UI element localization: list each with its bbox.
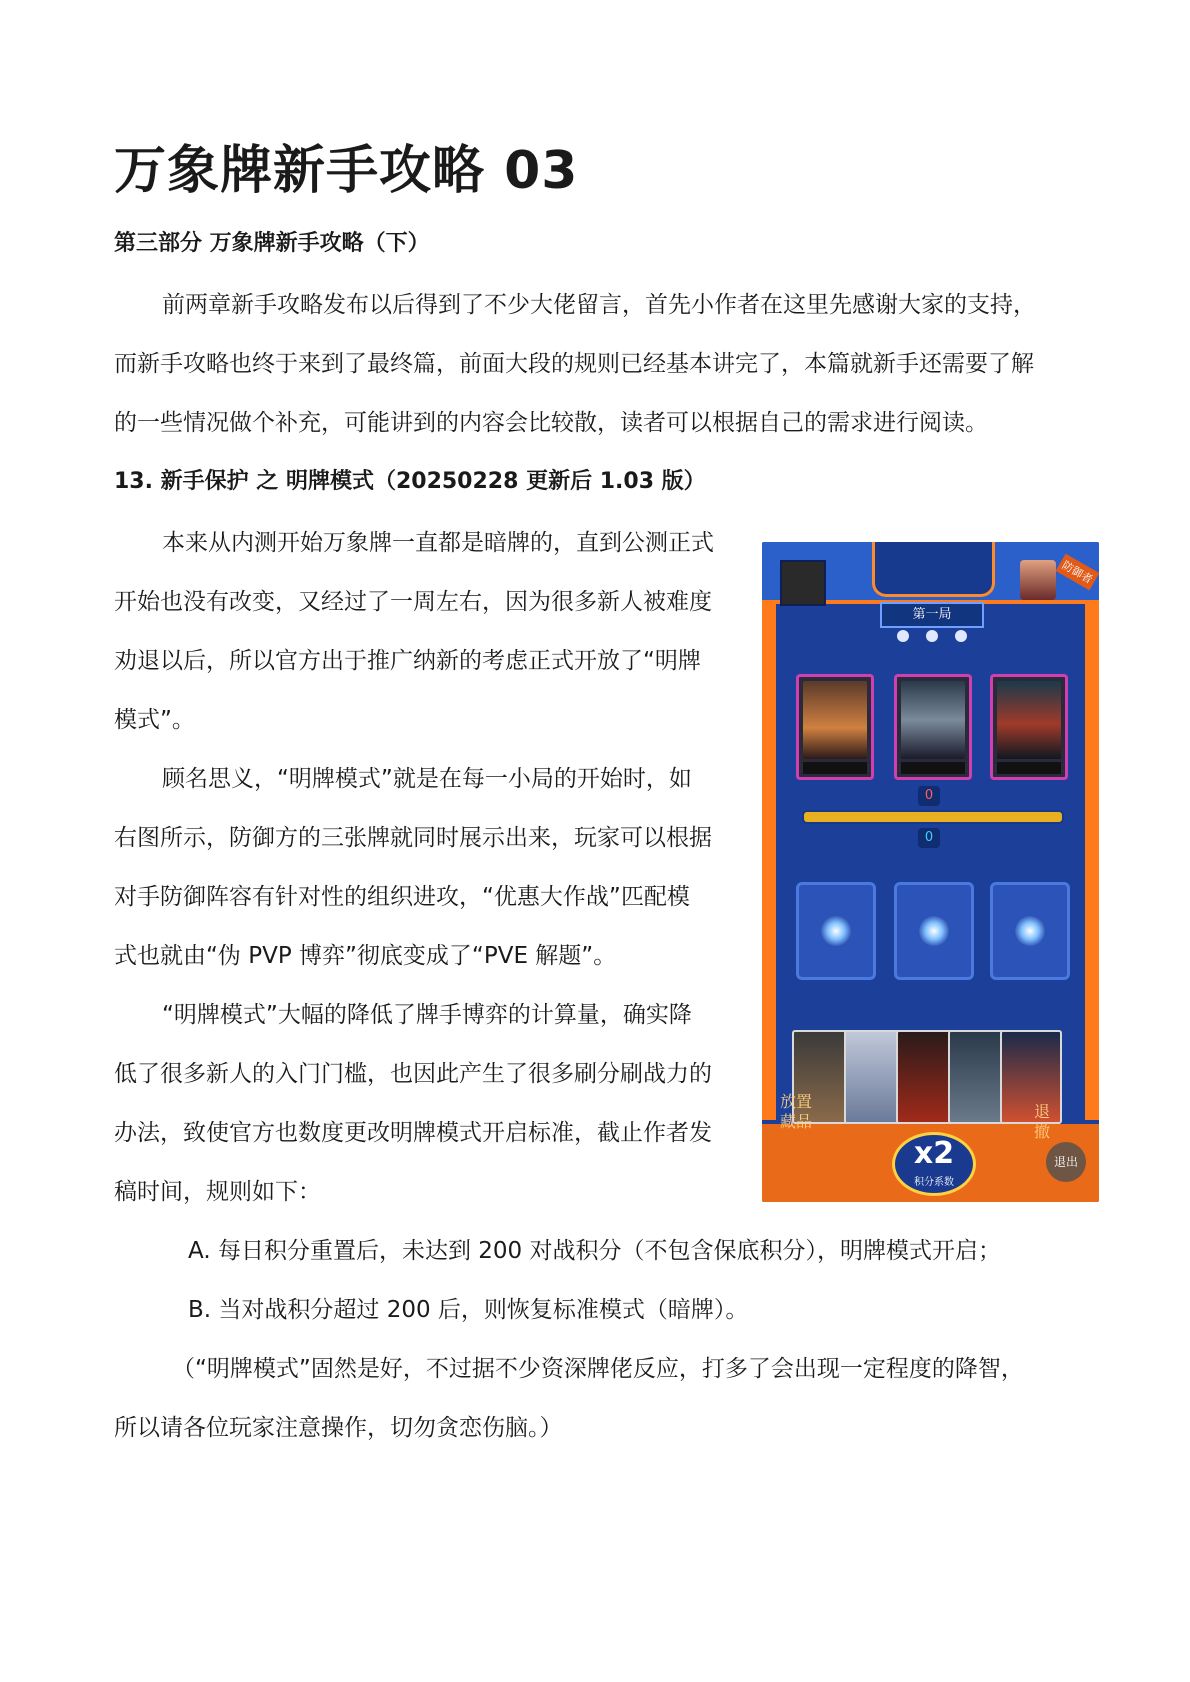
top-hex-frame — [872, 542, 995, 597]
body-line: 右图所示，防御方的三张牌就同时展示出来，玩家可以根据 — [114, 825, 712, 851]
note-line: 所以请各位玩家注意操作，切勿贪恋伤脑。） — [114, 1415, 563, 1441]
multiplier-caption: 积分系数 — [914, 1177, 954, 1188]
body-line: 模式”。 — [114, 707, 195, 733]
body-line: 式也就由“伪 PVP 博弈”彻底变成了“PVE 解题”。 — [114, 943, 617, 969]
multiplier-value: x2 — [913, 1136, 955, 1171]
intro-line: 而新手攻略也终于来到了最终篇，前面大段的规则已经基本讲完了，本篇就新手还需要了解 — [114, 351, 1034, 377]
body-line: 顾名思义，“明牌模式”就是在每一小局的开始时，如 — [162, 766, 692, 792]
rule-b: B. 当对战积分超过 200 后，则恢复标准模式（暗牌）。 — [188, 1297, 749, 1323]
body-line: “明牌模式”大幅的降低了牌手博弈的计算量，确实降 — [162, 1002, 692, 1028]
subheading: 13. 新手保护 之 明牌模式（20250228 更新后 1.03 版） — [114, 469, 706, 494]
right-frame — [1085, 600, 1099, 1120]
score-multiplier — [892, 1132, 976, 1196]
note-line: （“明牌模式”固然是好，不过据不少资深牌佬反应，打多了会出现一定程度的降智， — [172, 1356, 1024, 1382]
body-line: 低了很多新人的入门门槛，也因此产生了很多刷分刷战力的 — [114, 1061, 712, 1087]
body-line: 对手防御阵容有针对性的组织进攻，“优惠大作战”匹配模 — [114, 884, 690, 910]
body-line: 开始也没有改变，又经过了一周左右，因为很多新人被难度 — [114, 589, 712, 615]
attack-slot[interactable] — [990, 882, 1070, 980]
body-line: 稿时间，规则如下： — [114, 1179, 321, 1205]
left-frame — [762, 600, 776, 1120]
place-item-label[interactable]: 放置藏品 — [780, 1092, 813, 1131]
page-title: 万象牌新手攻略 03 — [114, 141, 579, 201]
rule-a: A. 每日积分重置后，未达到 200 对战积分（不包含保底积分），明牌模式开启； — [188, 1238, 1001, 1264]
section-heading: 第三部分 万象牌新手攻略（下） — [114, 231, 430, 256]
intro-line: 前两章新手攻略发布以后得到了不少大佬留言，首先小作者在这里先感谢大家的支持， — [162, 292, 1036, 318]
exit-button[interactable]: 退出 — [1046, 1142, 1086, 1182]
retreat-label[interactable]: 退撤 — [1034, 1102, 1051, 1141]
defender-tag: 防御者 — [1056, 554, 1099, 591]
round-label: 第一局 — [880, 602, 984, 628]
defender-card — [894, 674, 972, 780]
body-line: 办法，致使官方也数度更改明牌模式开启标准，截止作者发 — [114, 1120, 712, 1146]
score-bottom: 0 — [918, 828, 940, 848]
avatar — [1020, 560, 1056, 600]
score-top: 0 — [918, 786, 940, 806]
opponent-slot — [780, 560, 826, 606]
defender-card — [990, 674, 1068, 780]
attack-slot[interactable] — [796, 882, 876, 980]
body-line: 劝退以后，所以官方出于推广纳新的考虑正式开放了“明牌 — [114, 648, 701, 674]
progress-bar — [802, 810, 1064, 824]
defender-card — [796, 674, 874, 780]
intro-line: 的一些情况做个补充，可能讲到的内容会比较散，读者可以根据自己的需求进行阅读。 — [114, 410, 988, 436]
round-dots — [897, 630, 967, 642]
game-screenshot — [762, 542, 1099, 1202]
attack-slot[interactable] — [894, 882, 974, 980]
body-line: 本来从内测开始万象牌一直都是暗牌的，直到公测正式 — [162, 530, 714, 556]
